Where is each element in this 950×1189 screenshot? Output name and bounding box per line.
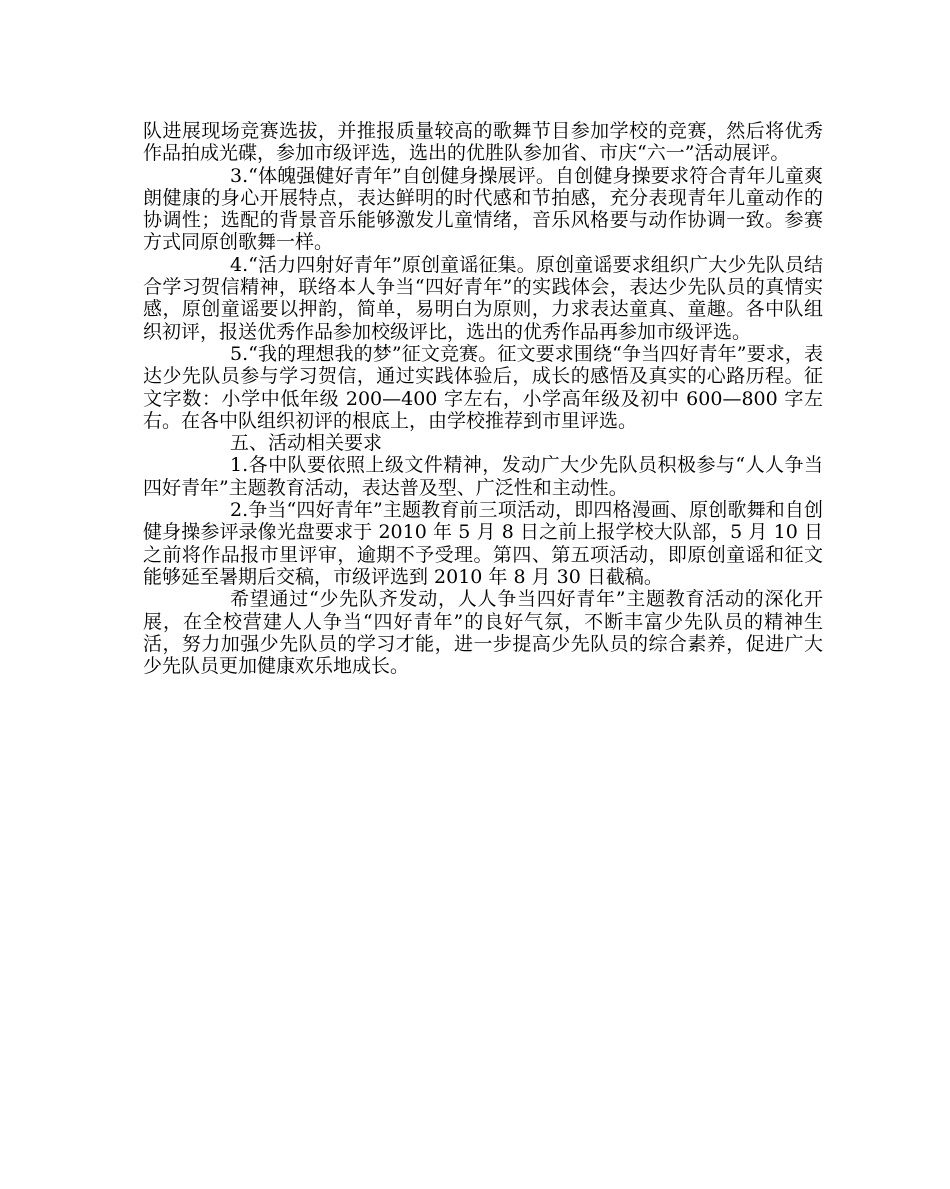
document-body bbox=[143, 120, 823, 677]
paragraph-essay-contest: 5.“我的理想我的梦”征文竞赛。征文要求围绕“争当四好青年”要求，表达少先队员参与学习贺信，通过实践体验后，成长的感悟及真实的心路历程。征文字数：小学中低年级 200—400 字左右，小学高年级及初中 600—800 字左右。在各中队组织初评的根底上，由学校推荐到市里评选。 bbox=[143, 342, 823, 432]
section-heading-requirements: 五、活动相关要求 bbox=[230, 432, 383, 455]
paragraph-requirement-2: 2.争当“四好青年”主题教育前三项活动，即四格漫画、原创歌舞和自创健身操参评录像光盘要求于 2010 年 5 月 8 日之前上报学校大队部，5 月 10 日之前将作品报市里评审，逾期不予受理。第四、第五项活动，即原创童谣和征文能够延至暑期后交稿，市级评选到 2010 年 8 月 30 日截稿。 bbox=[143, 499, 823, 588]
paragraph-fitness-exercise: 3.“体魄强健好青年”自创健身操展评。自创健身操要求符合青年儿童爽朗健康的身心开展特点，表达鲜明的时代感和节拍感，充分表现青年儿童动作的协调性；选配的背景音乐能够激发儿童情绪，音乐风格要与动作协调一致。参赛方式同原创歌舞一样。 bbox=[143, 164, 823, 254]
paragraph-competition-selection: 队进展现场竞赛选拔，并推报质量较高的歌舞节目参加学校的竞赛，然后将优秀作品拍成光碟，参加市级评选，选出的优胜队参加省、市庆“六一”活动展评。 bbox=[143, 120, 823, 165]
paragraph-nursery-rhyme: 4.“活力四射好青年”原创童谣征集。原创童谣要求组织广大少先队员结合学习贺信精神，联络本人争当“四好青年”的实践体会，表达少先队员的真情实感，原创童谣要以押韵，简单，易明白为原则，力求表达童真、童趣。各中队组织初评，报送优秀作品参加校级评比，选出的优秀作品再参加市级评选。 bbox=[143, 253, 823, 343]
paragraph-closing: 希望通过“少先队齐发动，人人争当四好青年”主题教育活动的深化开展，在全校营建人人争当“四好青年”的良好气氛，不断丰富少先队员的精神生活，努力加强少先队员的学习才能，进一步提高少先队员的综合素养，促进广大少先队员更加健康欢乐地成长。 bbox=[143, 588, 823, 678]
paragraph-requirement-1: 1.各中队要依照上级文件精神，发动广大少先队员积极参与“人人争当四好青年”主题教育活动，表达普及型、广泛性和主动性。 bbox=[143, 454, 823, 499]
